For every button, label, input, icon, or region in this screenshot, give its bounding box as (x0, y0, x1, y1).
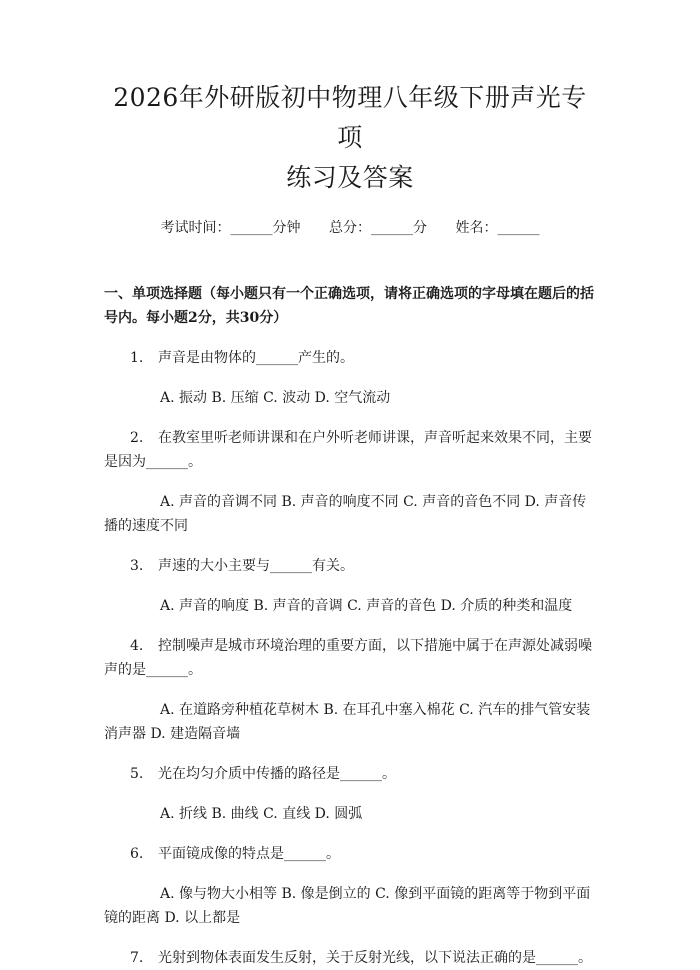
title-line-2: 练习及答案 (286, 163, 414, 192)
question-list (104, 346, 596, 970)
question-text: 光在均匀介质中传播的路径是______。 (158, 766, 396, 782)
question-5-options: A. 折线 B. 曲线 C. 直线 D. 圆弧 (160, 806, 363, 822)
question-3-options: A. 声音的响度 B. 声音的音调 C. 声音的音色 D. 介质的种类和温度 (160, 598, 573, 614)
question-1-options: A. 振动 B. 压缩 C. 波动 D. 空气流动 (160, 390, 391, 406)
question-text: 在教室里听老师讲课和在户外听老师讲课，声音听起来效果不同，主要是因为______。 (104, 430, 592, 470)
question-number: 5. (130, 766, 144, 782)
question-number: 2. (130, 430, 144, 446)
section-heading-line-1: 一、单项选择题（每小题只有一个正确选项，请将正确选项的字母填在题后的括 (104, 286, 594, 302)
document-title (104, 78, 596, 198)
question-number: 1. (130, 350, 144, 366)
section-heading-line-2: 号内。每小题2分，共30分） (104, 310, 288, 326)
question-text: 控制噪声是城市环境治理的重要方面，以下措施中属于在声源处减弱噪声的是______。 (104, 638, 592, 678)
question-text: 声音是由物体的______产生的。 (158, 350, 354, 366)
question-text: 声速的大小主要与______有关。 (158, 558, 354, 574)
name-field: 姓名：______ (455, 220, 540, 236)
title-line-1: 2026年外研版初中物理八年级下册声光专项 (113, 83, 587, 152)
section-heading (104, 282, 596, 330)
question-number: 4. (130, 638, 144, 654)
question-text: 平面镜成像的特点是______。 (158, 846, 340, 862)
question-text: 光射到物体表面发生反射，关于反射光线，以下说法正确的是______。 (158, 950, 592, 966)
exam-time-field: 考试时间：______分钟 (160, 220, 301, 236)
question-6-options: A. 像与物大小相等 B. 像是倒立的 C. 像到平面镜的距离等于物到平面镜的距离 D. 以上都是 (104, 886, 591, 926)
question-4 (104, 634, 596, 682)
question-number: 7. (130, 950, 144, 966)
question-number: 3. (130, 558, 144, 574)
question-2-options: A. 声音的音调不同 B. 声音的响度不同 C. 声音的音色不同 D. 声音传播的速度不同 (104, 494, 587, 534)
question-1 (104, 346, 596, 370)
question-number: 6. (130, 846, 144, 862)
question-5 (104, 762, 596, 786)
question-3 (104, 554, 596, 578)
question-7 (104, 946, 596, 970)
total-score-field: 总分：______分 (329, 220, 427, 236)
question-2 (104, 426, 596, 474)
exam-info (104, 218, 596, 238)
question-4-options: A. 在道路旁种植花草树木 B. 在耳孔中塞入棉花 C. 汽车的排气管安装消声器 D. 建造隔音墙 (104, 702, 591, 742)
question-6 (104, 842, 596, 866)
